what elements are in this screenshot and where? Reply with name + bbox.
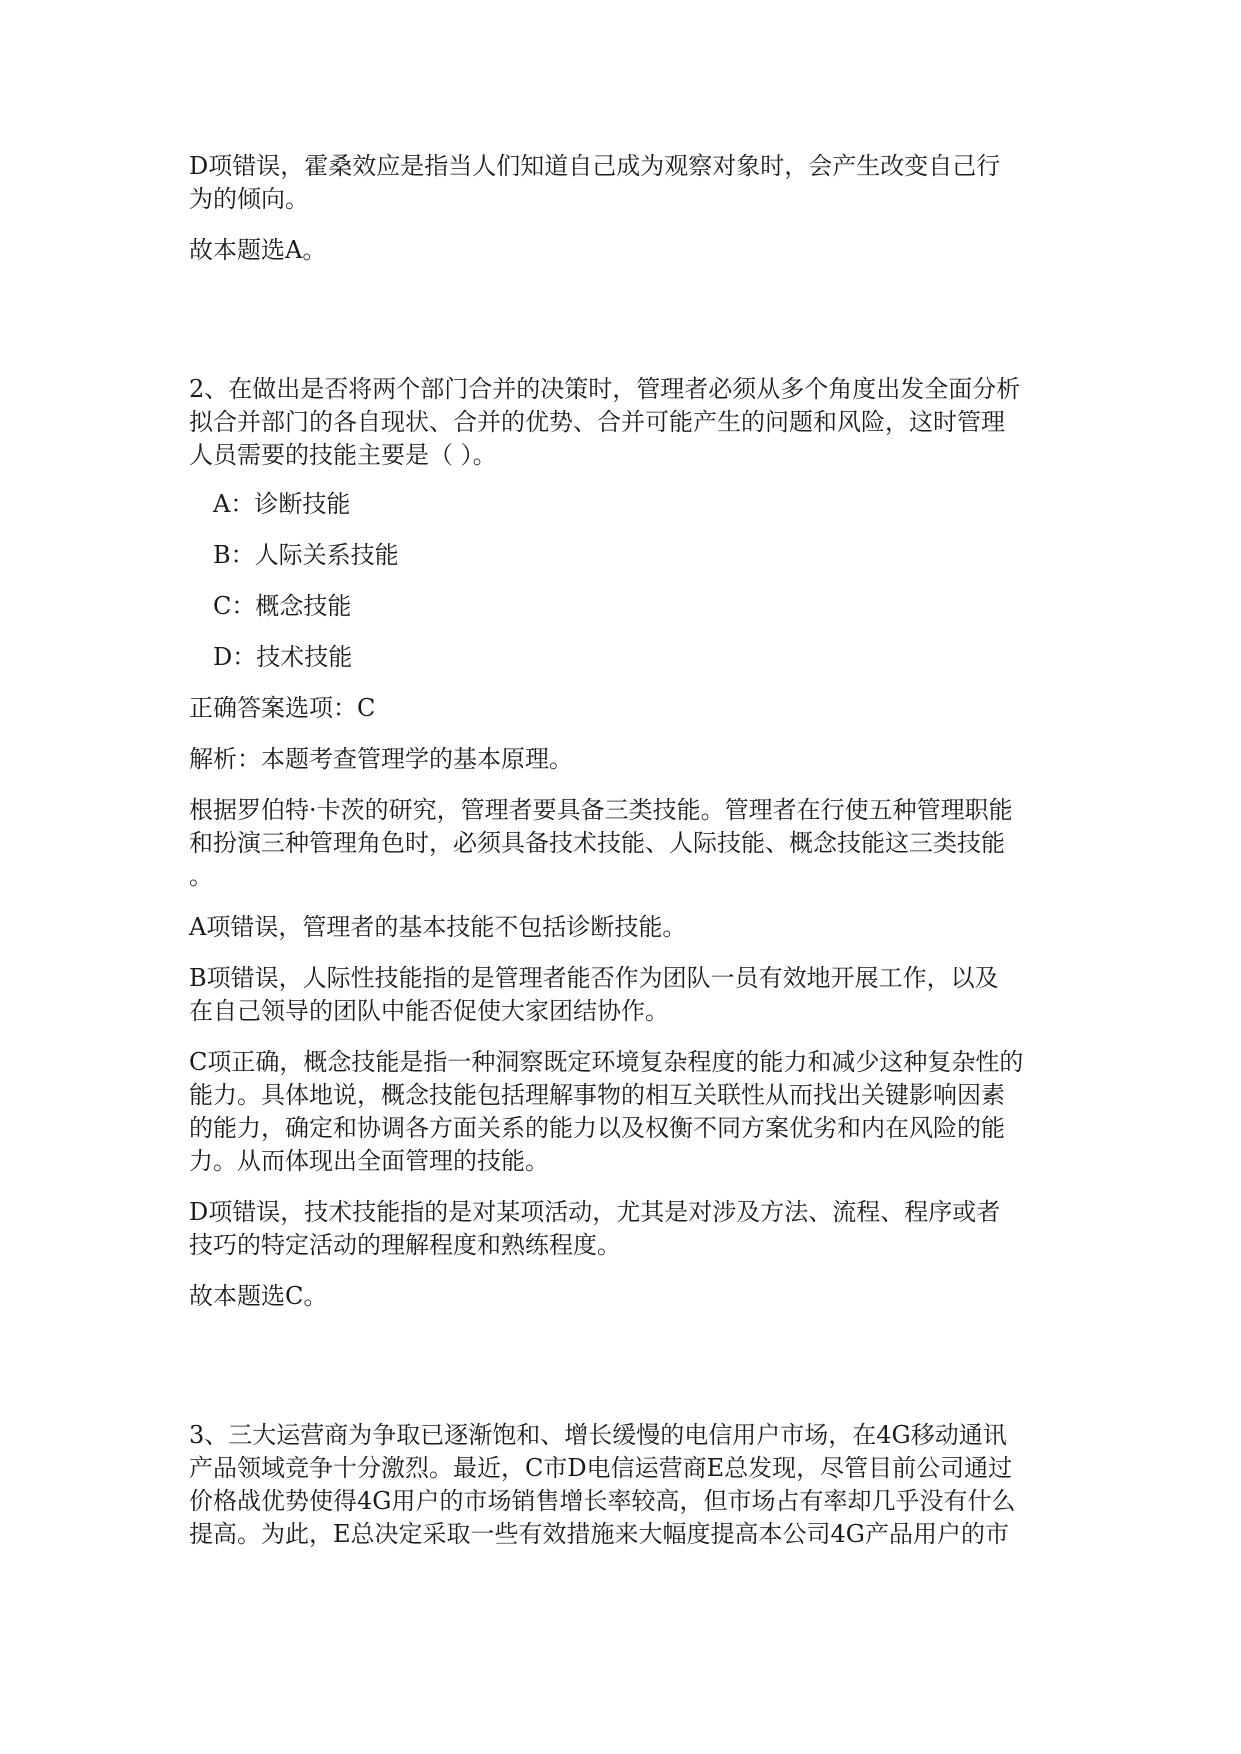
q3-stem-line2: 产品领域竞争十分激烈。最近，C市D电信运营商E总发现，尽管目前公司通过	[189, 1454, 1013, 1482]
q2-stem-line1: 2、在做出是否将两个部门合并的决策时，管理者必须从多个角度出发全面分析	[189, 375, 1021, 403]
q2-c-explanation-line1: C项正确，概念技能是指一种洞察既定环境复杂程度的能力和减少这种复杂性的	[189, 1048, 1024, 1076]
q2-answer: 正确答案选项：C	[189, 694, 376, 722]
q2-a-explanation: A项错误，管理者的基本技能不包括诊断技能。	[189, 913, 687, 941]
q1-d-explanation-line1: D项错误，霍桑效应是指当人们知道自己成为观察对象时，会产生改变自己行	[189, 152, 1001, 180]
q3-stem-line4: 提高。为此，E总决定采取一些有效措施来大幅度提高本公司4G产品用户的市	[189, 1520, 1009, 1548]
q2-d-explanation-line2: 技巧的特定活动的理解程度和熟练程度。	[189, 1231, 621, 1259]
q2-para1-line2: 和扮演三种管理角色时，必须具备技术技能、人际技能、概念技能这三类技能	[189, 829, 1005, 857]
q2-option-b: B：人际关系技能	[213, 541, 399, 569]
q2-c-explanation-line3: 的能力，确定和协调各方面关系的能力以及权衡不同方案优劣和内在风险的能	[189, 1114, 1005, 1142]
q2-stem-line2: 拟合并部门的各自现状、合并的优势、合并可能产生的问题和风险，这时管理	[189, 408, 1005, 436]
q2-option-c: C：概念技能	[213, 592, 352, 620]
q2-para1-line1: 根据罗伯特·卡茨的研究，管理者要具备三类技能。管理者在行使五种管理职能	[189, 796, 1013, 824]
q2-d-explanation-line1: D项错误，技术技能指的是对某项活动，尤其是对涉及方法、流程、程序或者	[189, 1198, 1001, 1226]
q3-stem-line3: 价格战优势使得4G用户的市场销售增长率较高，但市场占有率却几乎没有什么	[189, 1487, 1016, 1515]
q1-d-explanation-line2: 为的倾向。	[189, 185, 309, 213]
q2-conclusion: 故本题选C。	[189, 1282, 328, 1310]
q2-b-explanation-line2: 在自己领导的团队中能否促使大家团结协作。	[189, 997, 669, 1025]
q2-c-explanation-line4: 力。从而体现出全面管理的技能。	[189, 1147, 549, 1175]
q3-stem-line1: 3、三大运营商为争取已逐渐饱和、增长缓慢的电信用户市场，在4G移动通讯	[189, 1421, 1007, 1449]
q2-c-explanation-line2: 能力。具体地说，概念技能包括理解事物的相互关联性从而找出关键影响因素	[189, 1081, 1005, 1109]
q2-para1-line3: 。	[189, 862, 213, 890]
q2-stem-line3: 人员需要的技能主要是（ ）。	[189, 441, 497, 469]
q1-conclusion: 故本题选A。	[189, 236, 327, 264]
q2-option-a: A：诊断技能	[213, 490, 351, 518]
q2-analysis: 解析：本题考查管理学的基本原理。	[189, 745, 573, 773]
q2-b-explanation-line1: B项错误，人际性技能指的是管理者能否作为团队一员有效地开展工作，以及	[189, 964, 999, 992]
q2-option-d: D：技术技能	[213, 643, 353, 671]
